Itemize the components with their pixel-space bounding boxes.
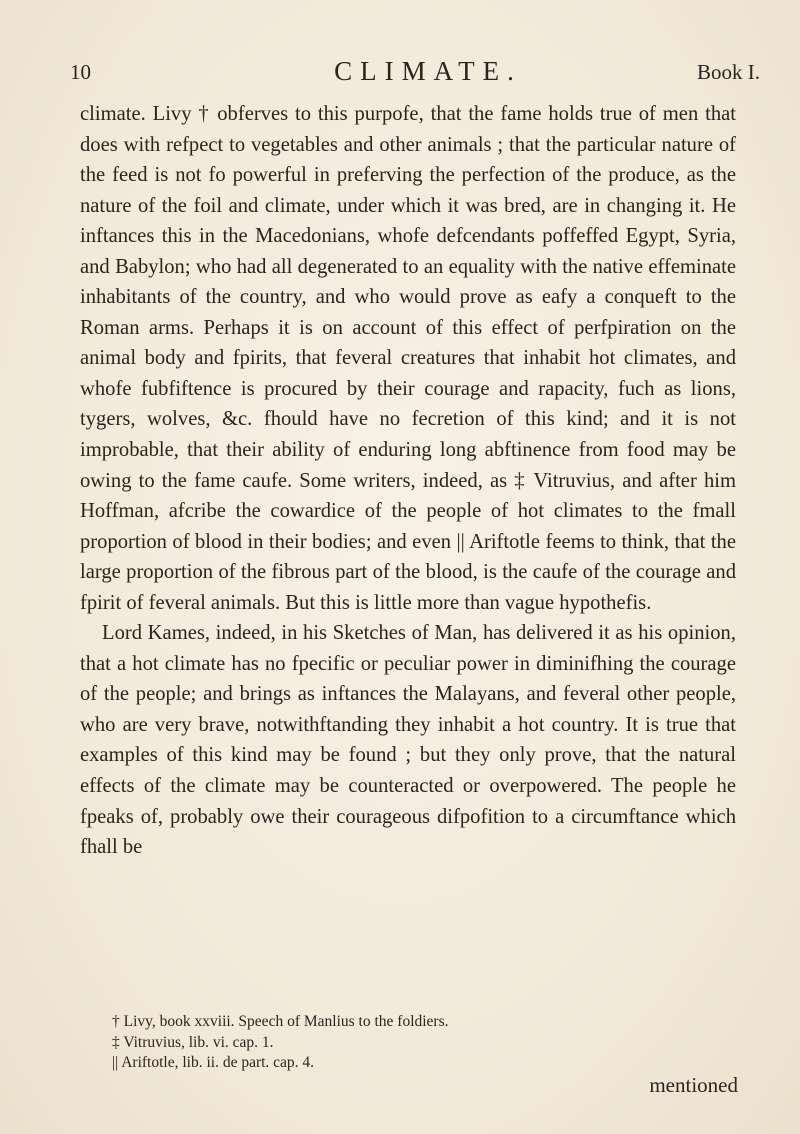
body-text [80, 99, 736, 863]
page-header [70, 56, 760, 90]
catchword: mentioned [649, 1073, 738, 1097]
running-head: CLIMATE. [334, 56, 522, 86]
book-label: Book I. [697, 60, 760, 84]
footnotes [112, 1012, 632, 1074]
footnote: ‡ Vitruvius, lib. vi. cap. 1. [112, 1033, 274, 1051]
paragraph: climate. Livy † obferves to this purpofe, that the fame holds true of men that does with refpect to vegetables and other animals ; that the particular nature of the feed is not fo powerful in preferving the perfection of the produce, as the nature of the foil and climate, under which it was bred, are in changing it. He inftances this in the Macedonians, whofe defcendants poffeffed Egypt, Syria, and Babylon; who had all degenerated to an equality with the native effeminate inhabitants of the country, and who would prove as eafy a conqueft to the Roman arms. Perhaps it is on account of this effect of perfpiration on the animal body and fpirits, that feveral creatures that inhabit hot climates, and whofe fubfiftence is procured by their courage and rapacity, fuch as lions, tygers, wolves, &c. fhould have no fecretion of this kind; and it is not improbable, that their ability of enduring long abftinence from food may be owing to the fame caufe. Some writers, indeed, as ‡ Vitruvius, and after him Hoffman, afcribe the cowardice of the people of hot climates to the fmall proportion of blood in their bodies; and even || Ariftotle feems to think, that the large proportion of the fibrous part of the blood, is the caufe of the courage and fpirit of feveral animals. But this is little more than vague hypothefis. [80, 103, 736, 614]
footnote: † Livy, book xxviii. Speech of Manlius to the foldiers. [112, 1013, 449, 1030]
paragraph: Lord Kames, indeed, in his Sketches of Man, has delivered it as his opinion, that a hot climate has no fpecific or peculiar power in diminifhing the courage of the people; and brings as inftances the Malayans, and feveral other people, who are very brave, notwithftanding they inhabit a hot country. It is true that examples of this kind may be found ; but they only prove, that the natural effects of the climate may be counteracted or overpowered. The people he fpeaks of, probably owe their courageous difpofition to a circumftance which fhall be [80, 622, 736, 859]
page-number: 10 [70, 60, 91, 84]
footnote: || Ariftotle, lib. ii. de part. cap. 4. [112, 1054, 315, 1071]
